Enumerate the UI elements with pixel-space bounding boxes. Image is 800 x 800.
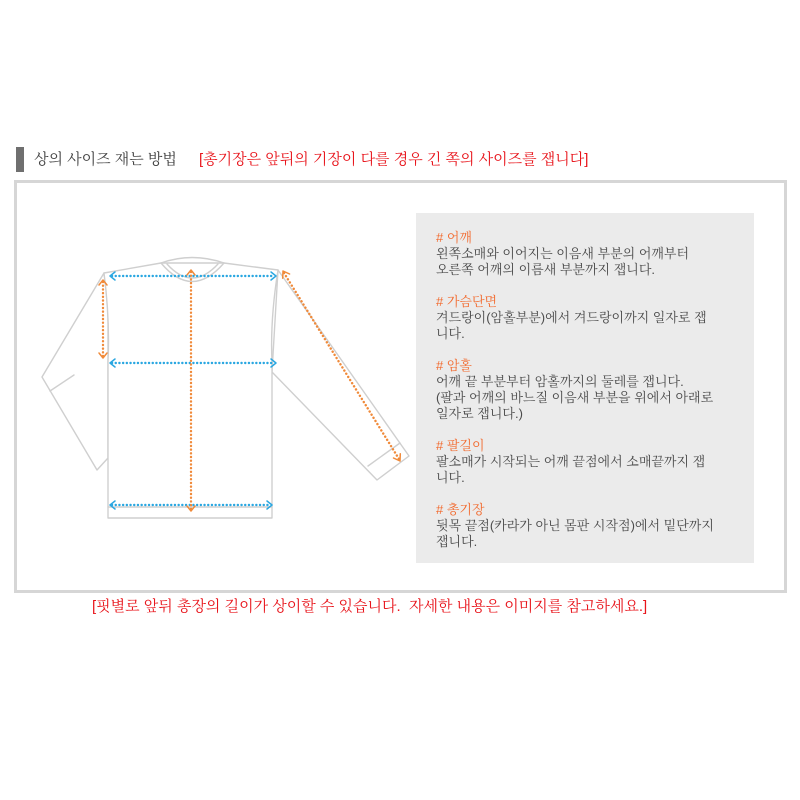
guide-section-total-length — [436, 502, 742, 550]
guide-section-shoulder — [436, 230, 742, 278]
fit-variation-note: [핏별로 앞뒤 총장의 길이가 상이할 수 있습니다. 자세한 내용은 이미지를 참고하세요.] — [92, 598, 648, 615]
guide-heading: # 가슴단면 — [436, 294, 498, 309]
guide-heading: # 암홀 — [436, 358, 472, 373]
title-accent-bar — [16, 147, 24, 172]
guide-text-line: 오른쪽 어깨의 이름새 부분까지 잽니다. — [436, 262, 655, 277]
guide-heading: # 어깨 — [436, 230, 472, 245]
shirt-back-neckline — [161, 258, 224, 264]
guide-text-line: 왼쪽소매와 이어지는 이음새 부분의 어깨부터 — [436, 246, 690, 261]
measurement-guide-panel — [416, 213, 754, 563]
guide-text-line: 겨드랑이(암홀부분)에서 겨드랑이까지 일자로 잽 — [436, 310, 707, 325]
guide-heading: # 팔길이 — [436, 438, 485, 453]
guide-text-line: 일자로 잽니다.) — [436, 406, 523, 421]
guide-section-armhole — [436, 358, 742, 422]
shirt-diagram — [30, 250, 420, 530]
size-guide-note: [총기장은 앞뒤의 기장이 다를 경우 긴 쪽의 사이즈를 잽니다] — [199, 151, 589, 168]
guide-section-sleeve-length — [436, 438, 742, 486]
guide-text-line: 니다. — [436, 326, 465, 341]
guide-heading: # 총기장 — [436, 502, 485, 517]
guide-section-chest — [436, 294, 742, 342]
guide-text-line: 팔소매가 시작되는 어깨 끝점에서 소매끝까지 잽 — [436, 454, 706, 469]
shirt-left-sleeve — [42, 273, 108, 470]
guide-text-line: 어깨 끝 부분부터 암홀까지의 둘레를 잽니다. — [436, 374, 684, 389]
guide-text-line: 뒷목 끝점(카라가 아닌 몸판 시작점)에서 밑단까지 — [436, 518, 714, 533]
guide-text-line: (팔과 어깨의 바느질 이음새 부분을 위에서 아래로 — [436, 390, 714, 405]
size-guide-title: 상의 사이즈 재는 방법 — [34, 151, 177, 168]
shirt-right-sleeve — [272, 270, 409, 480]
guide-text-line: 잽니다. — [436, 534, 478, 549]
guide-text-line: 니다. — [436, 470, 465, 485]
